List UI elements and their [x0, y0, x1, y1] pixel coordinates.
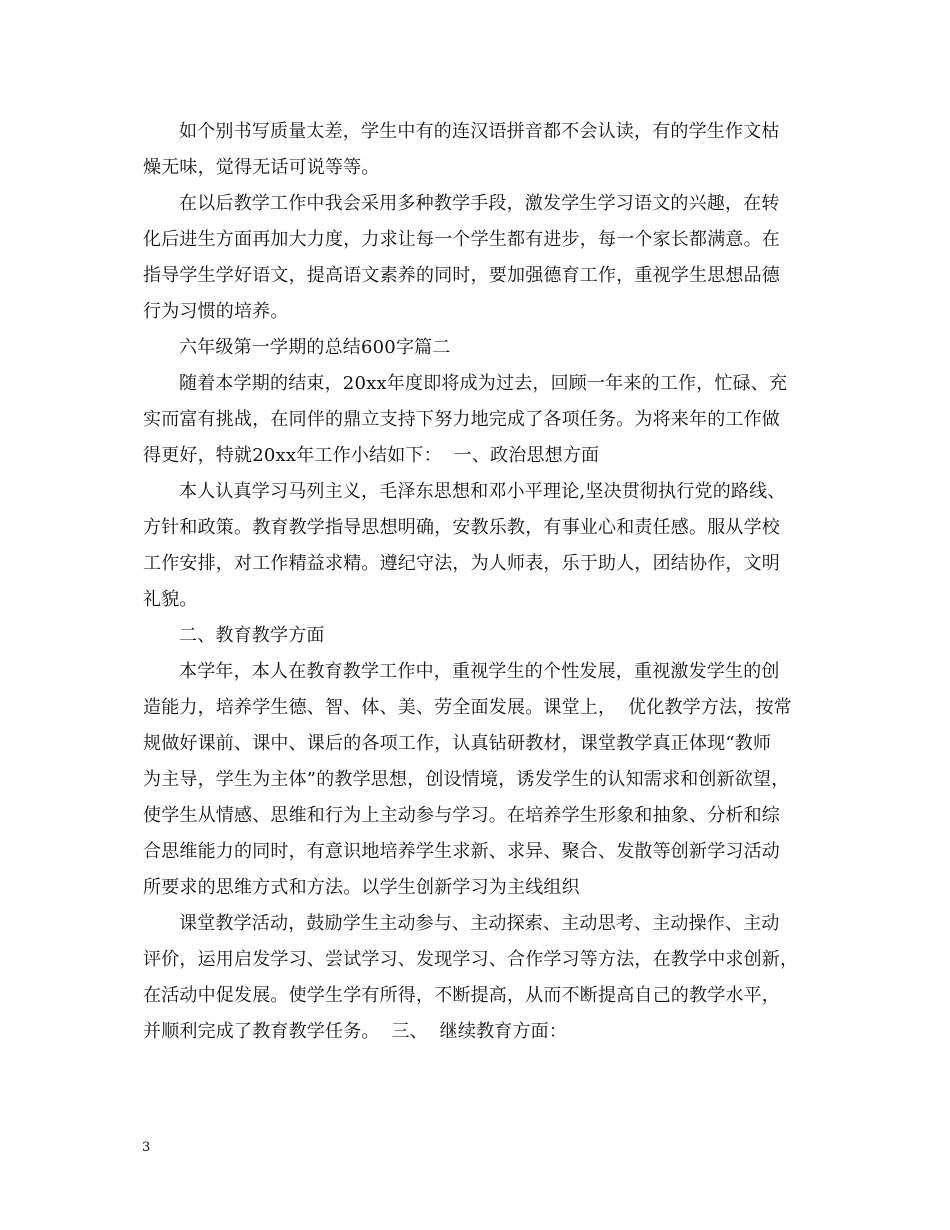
text-line: 实而富有挑战，在同伴的鼎立支持下努力地完成了各项任务。为将来年的工作做	[143, 409, 780, 430]
text-line: 礼貌。	[143, 589, 198, 610]
text-line: 行为习惯的培养。	[143, 301, 289, 322]
text-line: 随着本学期的结束，20xx年度即将成为过去，回顾一年来的工作，忙碌、充	[179, 373, 788, 394]
text-line: 工作安排，对工作精益求精。遵纪守法，为人师表，乐于助人，团结协作，文明	[143, 553, 780, 574]
text-line: 本人认真学习马列主义，毛泽东思想和邓小平理论,坚决贯彻执行党的路线、	[179, 481, 786, 502]
document-body	[143, 114, 803, 1050]
section-heading: 二、教育教学方面	[179, 625, 325, 646]
text-line: 并顺利完成了教育教学任务。 三、 继续教育方面：	[143, 1021, 568, 1042]
page-number: 3	[142, 1140, 151, 1155]
text-line: 方针和政策。教育教学指导思想明确，安教乐教，有事业心和责任感。服从学校	[143, 517, 780, 538]
text-line: 在活动中促发展。使学生学有所得，不断提高，从而不断提高自己的教学水平，	[143, 985, 780, 1006]
text-line: 如个别书写质量太差，学生中有的连汉语拼音都不会认读，有的学生作文枯	[179, 121, 780, 142]
text-line: 指导学生学好语文，提高语文素养的同时，要加强德育工作，重视学生思想品德	[143, 265, 780, 286]
text-line: 规做好课前、课中、课后的各项工作，认真钻研教材，课堂教学真正体现“教师	[143, 733, 772, 754]
text-line: 得更好，特就20xx年工作小结如下： 一、政治思想方面	[143, 445, 600, 466]
text-line: 评价，运用启发学习、尝试学习、发现学习、合作学习等方法，在教学中求创新，	[143, 949, 799, 970]
text-line: 所要求的思维方式和方法。以学生创新学习为主线组织	[143, 877, 580, 898]
text-line: 合思维能力的同时，有意识地培养学生求新、求异、聚合、发散等创新学习活动	[143, 841, 780, 862]
text-line: 课堂教学活动，鼓励学生主动参与、主动探索、主动思考、主动操作、主动	[179, 913, 780, 934]
text-line: 使学生从情感、思维和行为上主动参与学习。在培养学生形象和抽象、分析和综	[143, 805, 780, 826]
text-line: 造能力，培养学生德、智、体、美、劳全面发展。课堂上， 优化教学方法，按常	[143, 697, 792, 718]
text-line: 化后进生方面再加大力度，力求让每一个学生都有进步，每一个家长都满意。在	[143, 229, 780, 250]
text-line: 在以后教学工作中我会采用多种教学手段，激发学生学习语文的兴趣，在转	[179, 193, 780, 214]
text-line: 为主导，学生为主体”的教学思想，创设情境，诱发学生的认知需求和创新欲望，	[143, 769, 790, 790]
text-line: 本学年，本人在教育教学工作中，重视学生的个性发展，重视激发学生的创	[179, 661, 780, 682]
section-heading: 六年级第一学期的总结600字篇二	[179, 337, 451, 358]
text-line: 燥无味，觉得无话可说等等。	[143, 157, 380, 178]
